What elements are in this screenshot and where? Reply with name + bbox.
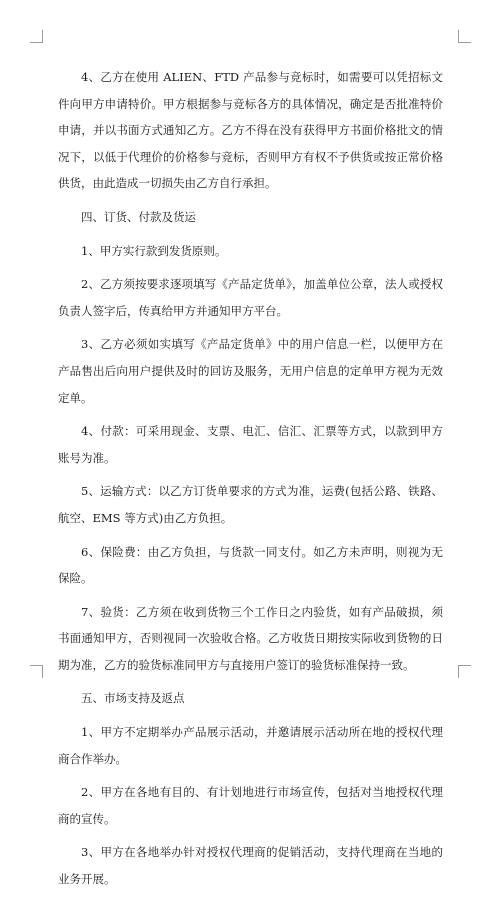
paragraph-payment-before-delivery: 1、甲方实行款到发货原则。 <box>81 243 227 258</box>
paragraph-shipping: 5、运输方式：以乙方订货单要求的方式为准，运费(包括公路、铁路、航空、EMS 等方式)由乙方负担。 <box>58 484 443 525</box>
paragraph-insurance: 6、保险费：由乙方负担，与货款一同支付。如乙方未声明，则视为无保险。 <box>58 544 443 586</box>
crop-mark-top-left <box>30 30 43 43</box>
document-body <box>58 64 443 900</box>
crop-mark-top-right <box>458 30 471 43</box>
paragraph-special-price: 4、乙方在使用 ALIEN、FTD 产品参与竞标时，如需要可以凭招标文件向甲方申请特价。甲方根据参与竞标各方的具体情况，确定是否批准特价申请，并以书面方式通知乙方。乙方不得在没有获得甲方书面价格批文的情况下，以低于代理价的价格参与竞标，否则甲方有权不予供货或按正常价格供货，由此造成一切损失由乙方自行承担。 <box>58 70 443 191</box>
paragraph-product-exhibitions: 1、甲方不定期举办产品展示活动，并邀请展示活动所在地的授权代理商合作举办。 <box>58 725 443 766</box>
paragraph-market-promotion: 2、甲方在各地有目的、有计划地进行市场宣传，包括对当地授权代理商的宣传。 <box>58 785 443 826</box>
paragraph-inspection: 7、验货：乙方须在收到货物三个工作日之内验货，如有产品破损，须书面通知甲方，否则视同一次验收合格。乙方收货日期按实际收到货物的日期为准，乙方的验货标准同甲方与直接用户签订的验货标准保持一致。 <box>58 604 443 672</box>
paragraph-order-form: 2、乙方须按要求逐项填写《产品定货单》，加盖单位公章，法人或授权负责人签字后，传真给甲方并通知甲方平台。 <box>58 277 443 318</box>
paragraph-sales-promotion: 3、甲方在各地举办针对授权代理商的促销活动，支持代理商在当地的业务开展。 <box>58 845 443 887</box>
crop-mark-bottom-left <box>30 665 43 678</box>
section-heading-market-support: 五、市场支持及返点 <box>81 691 185 706</box>
paragraph-payment-methods: 4、付款：可采用现金、支票、电汇、信汇、汇票等方式，以款到甲方账号为准。 <box>58 424 443 465</box>
section-heading-ordering: 四、订货、付款及货运 <box>81 209 196 224</box>
paragraph-user-info: 3、乙方必须如实填写《产品定货单》中的用户信息一栏，以便甲方在产品售出后向用户提供及时的回访及服务，无用户信息的定单甲方视为无效定单。 <box>58 337 443 405</box>
crop-mark-bottom-right <box>458 665 471 678</box>
